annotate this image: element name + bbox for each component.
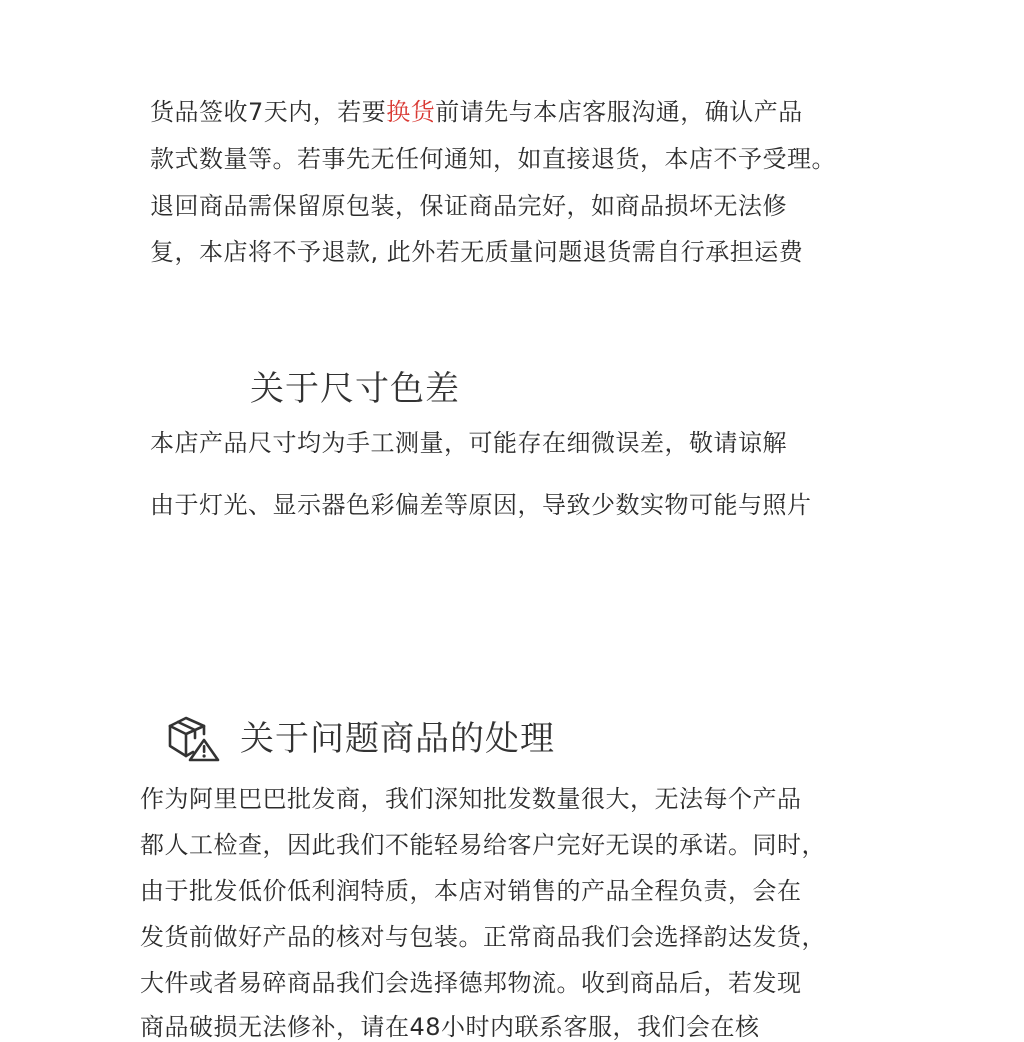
problem-goods-line-2: 都人工检查，因此我们不能轻易给客户完好无误的承诺。同时， [140, 831, 826, 859]
size-color-line-1: 本店产品尺寸均为手工测量，可能存在细微误差，敬请谅解 [150, 429, 787, 457]
return-policy-line-1-start: 货品签收7天内，若要 [150, 98, 387, 126]
return-policy-line-1 [150, 97, 803, 127]
problem-goods-line-5: 大件或者易碎商品我们会选择德邦物流。收到商品后，若发现 [140, 969, 802, 997]
return-policy-line-2: 款式数量等。若事先无任何通知，如直接退货，本店不予受理。 [150, 145, 836, 173]
problem-goods-line-3: 由于批发低价低利润特质，本店对销售的产品全程负责，会在 [140, 877, 802, 905]
exchange-highlight: 换货 [386, 98, 436, 126]
return-policy-line-3: 退回商品需保留原包装，保证商品完好，如商品损坏无法修 [150, 192, 787, 220]
problem-goods-line-4: 发货前做好产品的核对与包装。正常商品我们会选择韵达发货， [140, 923, 826, 951]
box-warning-icon [166, 714, 222, 768]
return-policy-line-1-end: 前请先与本店客服沟通，确认产品 [435, 98, 803, 126]
problem-goods-line-1: 作为阿里巴巴批发商，我们深知批发数量很大，无法每个产品 [140, 785, 802, 813]
problem-goods-title: 关于问题商品的处理 [240, 719, 555, 759]
size-color-title: 关于尺寸色差 [250, 369, 460, 409]
problem-goods-line-6: 商品破损无法修补，请在48小时内联系客服，我们会在核 [140, 1013, 760, 1041]
size-color-line-2: 由于灯光、显示器色彩偏差等原因，导致少数实物可能与照片 [150, 491, 812, 519]
return-policy-line-4: 复，本店将不予退款, 此外若无质量问题退货需自行承担运费 [150, 238, 804, 266]
